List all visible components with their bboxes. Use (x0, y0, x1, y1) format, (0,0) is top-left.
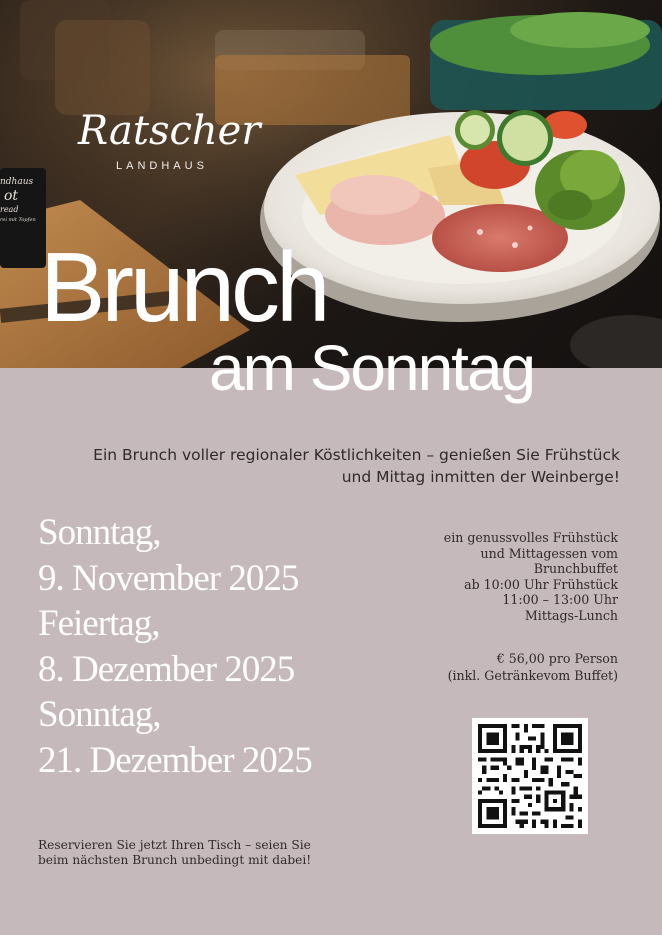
price-line: € 56,00 pro Person (496, 651, 618, 666)
info-line: ab 10:00 Uhr Frühstück (464, 576, 618, 592)
ratscher-logo (78, 108, 268, 172)
sign-line: ot (4, 188, 19, 204)
event-dates (38, 510, 312, 783)
intro-text (40, 444, 620, 488)
date-value: 21. Dezember 2025 (38, 739, 312, 781)
date-label: Sonntag, (38, 512, 161, 553)
headline-am-sonntag: am Sonntag (209, 332, 535, 404)
logo-wordmark: Ratscher (78, 108, 261, 154)
info-line: ein genussvolles Frühstück (443, 530, 618, 545)
info-line: und Mittagessen vom (480, 545, 618, 561)
price-info (400, 650, 618, 684)
sign-line: read (0, 205, 19, 214)
price-note: (inkl. Getränkevom Buffet) (447, 668, 618, 683)
sign-line: rei mit Topfen (0, 217, 36, 223)
headline-brunch: Brunch (40, 232, 327, 342)
qr-code[interactable] (472, 718, 588, 834)
intro-line: Ein Brunch voller regionaler Köstlichkeiten – genießen Sie Frühstück (93, 446, 620, 464)
info-line: 11:00 – 13:00 Uhr (502, 592, 618, 607)
brunch-info (400, 530, 618, 623)
date-value: 8. Dezember 2025 (38, 648, 295, 690)
date-value: 9. November 2025 (38, 557, 299, 599)
qr-code-icon (478, 724, 582, 828)
info-line: Mittags-Lunch (524, 607, 618, 623)
logo-subtitle: LANDHAUS (116, 160, 208, 172)
date-label: Feiertag, (38, 603, 160, 644)
sign-line: ndhaus (0, 177, 34, 187)
date-label: Sonntag, (38, 694, 161, 735)
info-line: Brunchbuffet (533, 561, 618, 576)
intro-line: und Mittag inmitten der Weinberge! (341, 468, 620, 486)
reservation-note: Reservieren Sie jetzt Ihren Tisch – seien Sie beim nächsten Brunch unbedingt mit dabei! (38, 838, 312, 867)
chalkboard-sign (0, 176, 46, 224)
